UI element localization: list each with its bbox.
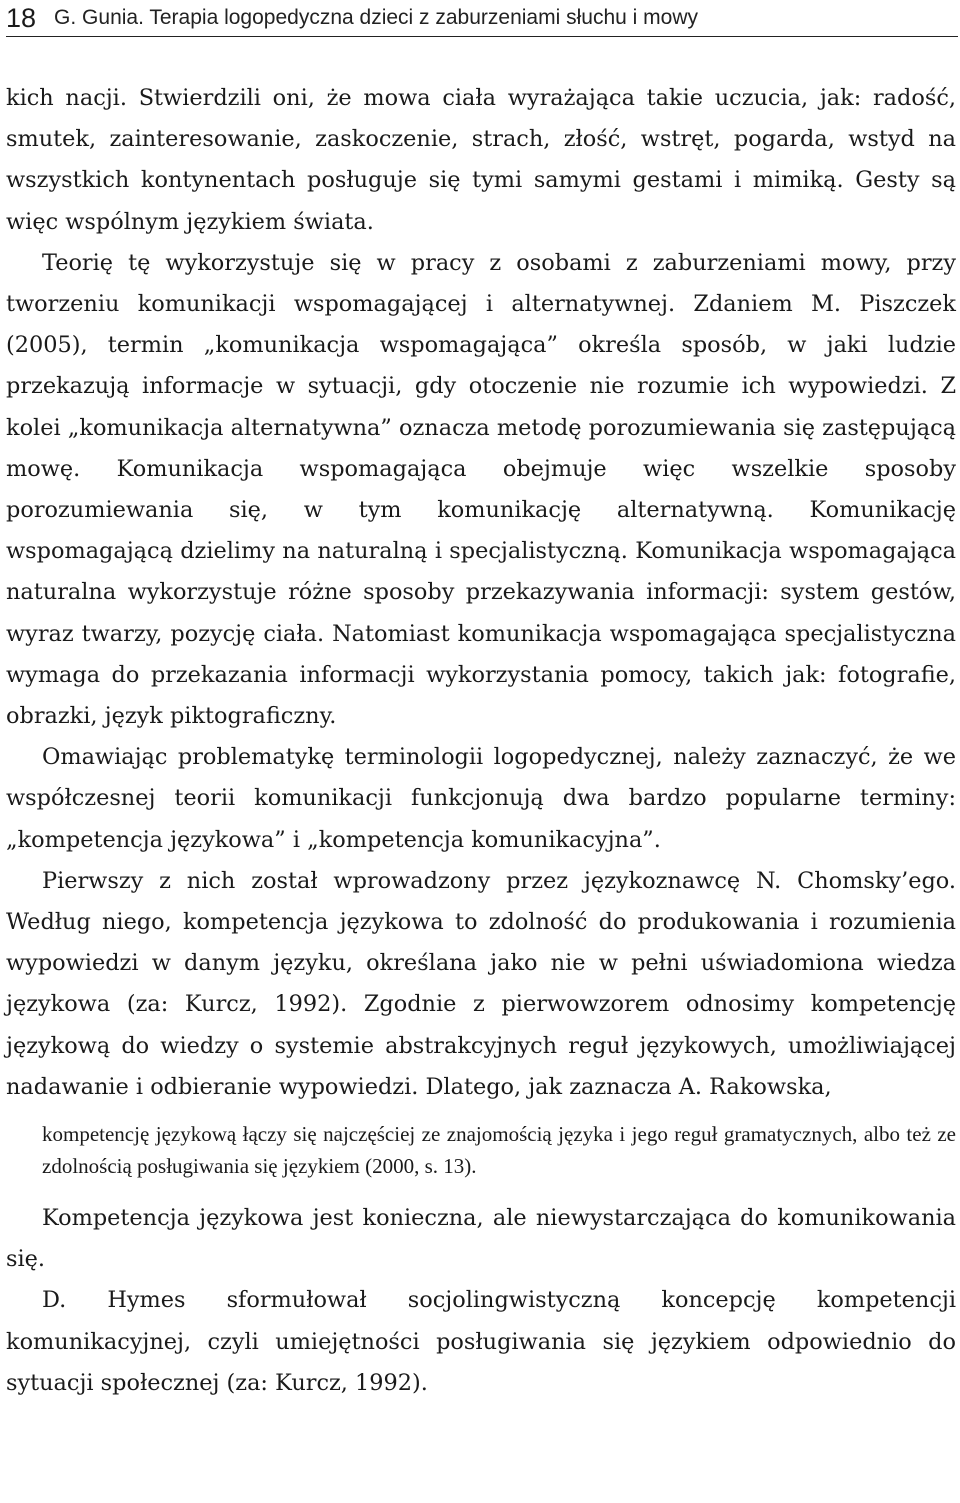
page-header [6,0,958,37]
paragraph: kich nacji. Stwierdzili oni, że mowa ciała wyrażająca takie uczucia, jak: radość, smutek, zainteresowanie, zaskoczenie, strach, złość, wstręt, pogarda, wstyd na wszystkich kontynentach posługuje się tymi samymi gestami i mimiką. Gesty są więc wspólnym językiem świata. [6,85,956,235]
body-text [6,78,956,1404]
paragraph: Pierwszy z nich został wprowadzony przez językoznawcę N. Chomsky’ego. Według niego, kompetencja językowa to zdolność do produkowania i rozumienia wypowiedzi w danym języku, określana jako nie w pełni uświadomiona wiedza językowa (za: Kurcz, 1992). Zgodnie z pierwowzorem odnosimy kompetencję językową do wiedzy o systemie abstrakcyjnych reguł językowych, umożliwiającej nadawanie i odbieranie wypowiedzi. Dlatego, jak zaznacza A. Rakowska, [6,867,956,1100]
block-quote: kompetencję językową łączy się najczęściej ze znajomością języka i jego reguł gramatycznych, albo też ze zdolnością posługiwania się językiem (2000, s. 13). [42,1122,956,1179]
page-number: 18 [6,3,37,33]
paragraph: Kompetencja językowa jest konieczna, ale niewystarczająca do komunikowania się. [6,1205,956,1273]
paragraph: Teorię tę wykorzystuje się w pracy z osobami z zaburzeniami mowy, przy tworzeniu komunikacji wspomagającej i alternatywnej. Zdaniem M. Piszczek (2005), termin „komunikacja wspomagająca” określa sposób, w jaki ludzie przekazują informacje w sytuacji, gdy otoczenie nie rozumie ich wypowiedzi. Z kolei „komunikacja alternatywna” oznacza metodę porozumiewania się zastępującą mowę. Komunikacja wspomagająca obejmuje więc wszelkie sposoby porozumiewania się, w tym komunikację alternatywną. Komunikację wspomagającą dzielimy na naturalną i specjalistyczną. Komunikacja wspomagająca naturalna wykorzystuje różne sposoby przekazywania informacji: system gestów, wyraz twarzy, pozycję ciała. Natomiast komunikacja wspomagająca specjalistyczna wymaga do przekazania informacji wykorzystania pomocy, takich jak: fotografie, obrazki, język piktograficzny. [6,249,956,730]
paragraph: D. Hymes sformułował socjolingwistyczną koncepcję kompetencji komunikacyjnej, czyli umiejętności posługiwania się językiem odpowiednio do sytuacji społecznej (za: Kurcz, 1992). [6,1287,956,1396]
running-head: G. Gunia. Terapia logopedyczna dzieci z zaburzeniami słuchu i mowy [54,6,698,29]
paragraph: Omawiając problematykę terminologii logopedycznej, należy zaznaczyć, że we współczesnej teorii komunikacji funkcjonują dwa bardzo popularne terminy: „kompetencja językowa” i „kompetencja komunikacyjna”. [6,744,956,853]
